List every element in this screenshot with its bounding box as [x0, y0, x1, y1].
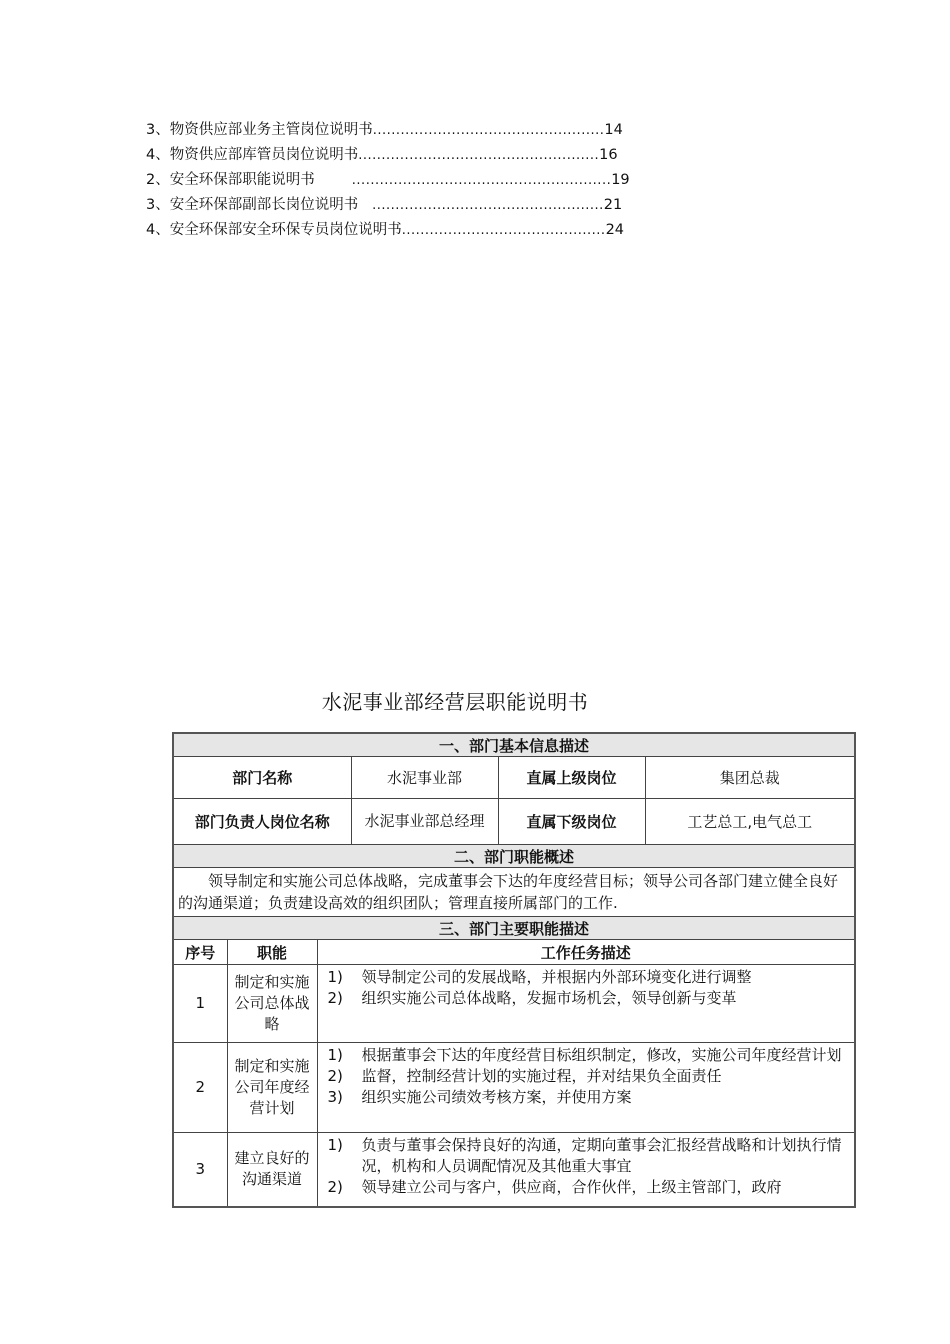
superior-label: 直属上级岗位	[498, 757, 645, 799]
row-tasks	[317, 1043, 855, 1133]
task-text: 负责与董事会保持良好的沟通，定期向董事会汇报经营战略和计划执行情况，机构和人员调配情况及其他重大事宜	[361, 1136, 842, 1175]
dept-head-label: 部门负责人岗位名称	[173, 799, 351, 845]
task-text: 组织实施公司绩效考核方案，并使用方案	[361, 1088, 632, 1106]
toc-entry-title: 3、物资供应部业务主管岗位说明书	[146, 122, 373, 138]
row-function: 制定和实施公司总体战略	[227, 965, 317, 1043]
task-text: 根据董事会下达的年度经营目标组织制定，修改，实施公司年度经营计划	[361, 1046, 842, 1064]
task-number: 1)	[327, 1136, 343, 1154]
task-text: 组织实施公司总体战略，发掘市场机会，领导创新与变革	[361, 989, 737, 1007]
task-text: 领导建立公司与客户，供应商，合作伙伴，上级主管部门，政府	[361, 1178, 782, 1196]
section-heading-row	[173, 917, 855, 940]
task-item	[322, 1135, 851, 1177]
function-table	[172, 732, 856, 1208]
toc-entry[interactable]	[146, 118, 706, 143]
toc-entry-title: 3、安全环保部副部长岗位说明书	[146, 197, 359, 213]
column-header-no: 序号	[173, 940, 227, 965]
column-header-function: 职能	[227, 940, 317, 965]
task-number: 2)	[327, 1178, 343, 1196]
dept-name-value: 水泥事业部	[351, 757, 498, 799]
task-number: 2)	[327, 1067, 343, 1085]
task-item	[322, 988, 851, 1009]
row-function: 建立良好的沟通渠道	[227, 1133, 317, 1207]
section-heading-basic-info: 一、部门基本信息描述	[173, 733, 855, 757]
toc-leader-dots: ..................................................	[372, 123, 605, 138]
task-item	[322, 1045, 851, 1066]
dept-name-label: 部门名称	[173, 757, 351, 799]
table-row	[173, 965, 855, 1043]
section-heading-main-functions: 三、部门主要职能描述	[173, 917, 855, 940]
table-row	[173, 1133, 855, 1207]
task-number: 2)	[327, 989, 343, 1007]
table-row	[173, 1043, 855, 1133]
task-text: 监督，控制经营计划的实施过程，并对结果负全面责任	[361, 1067, 722, 1085]
section-heading-overview: 二、部门职能概述	[173, 845, 855, 868]
table-of-contents	[146, 118, 706, 243]
task-number: 3)	[327, 1088, 343, 1106]
row-function: 制定和实施公司年度经营计划	[227, 1043, 317, 1133]
row-tasks	[317, 965, 855, 1043]
toc-entry[interactable]	[146, 218, 706, 243]
subordinate-label: 直属下级岗位	[498, 799, 645, 845]
task-item	[322, 1177, 851, 1198]
superior-value: 集团总裁	[645, 757, 855, 799]
row-number: 3	[173, 1133, 227, 1207]
task-text: 领导制定公司的发展战略，并根据内外部环境变化进行调整	[361, 968, 752, 986]
toc-page-number: 16	[599, 147, 618, 163]
task-number: 1)	[327, 1046, 343, 1064]
info-row	[173, 799, 855, 845]
task-item	[322, 1087, 851, 1108]
toc-page-number: 14	[604, 122, 623, 138]
document-title: 水泥事业部经营层职能说明书	[321, 690, 589, 714]
toc-page-number: 21	[603, 197, 623, 213]
overview-text: 领导制定和实施公司总体战略，完成董事会下达的年度经营目标；领导公司各部门建立健全良好的沟通渠道；负责建设高效的组织团队；管理直接所属部门的工作.	[173, 868, 855, 917]
section-heading-row	[173, 845, 855, 868]
toc-leader-dots: ..................................................	[358, 198, 604, 213]
row-number: 1	[173, 965, 227, 1043]
task-item	[322, 967, 851, 988]
toc-entry[interactable]	[146, 143, 706, 168]
column-header-tasks: 工作任务描述	[317, 940, 855, 965]
toc-entry[interactable]	[146, 193, 706, 218]
toc-entry[interactable]	[146, 168, 706, 193]
section-heading-row	[173, 733, 855, 757]
task-number: 1)	[327, 968, 343, 986]
toc-page-number: 19	[611, 172, 630, 188]
info-row	[173, 757, 855, 799]
toc-leader-dots: ........................................................	[314, 173, 612, 188]
toc-leader-dots: ....................................................	[358, 148, 600, 163]
toc-leader-dots: ............................................	[401, 223, 606, 238]
toc-entry-title: 4、安全环保部安全环保专员岗位说明书	[146, 222, 402, 238]
row-tasks	[317, 1133, 855, 1207]
task-item	[322, 1066, 851, 1087]
overview-row	[173, 868, 855, 917]
toc-entry-title: 2、安全环保部职能说明书	[146, 172, 315, 188]
column-header-row	[173, 940, 855, 965]
toc-page-number: 24	[605, 222, 625, 238]
subordinate-value: 工艺总工,电气总工	[645, 799, 855, 845]
dept-head-value: 水泥事业部总经理	[351, 799, 498, 845]
toc-entry-title: 4、物资供应部库管员岗位说明书	[146, 147, 359, 163]
row-number: 2	[173, 1043, 227, 1133]
